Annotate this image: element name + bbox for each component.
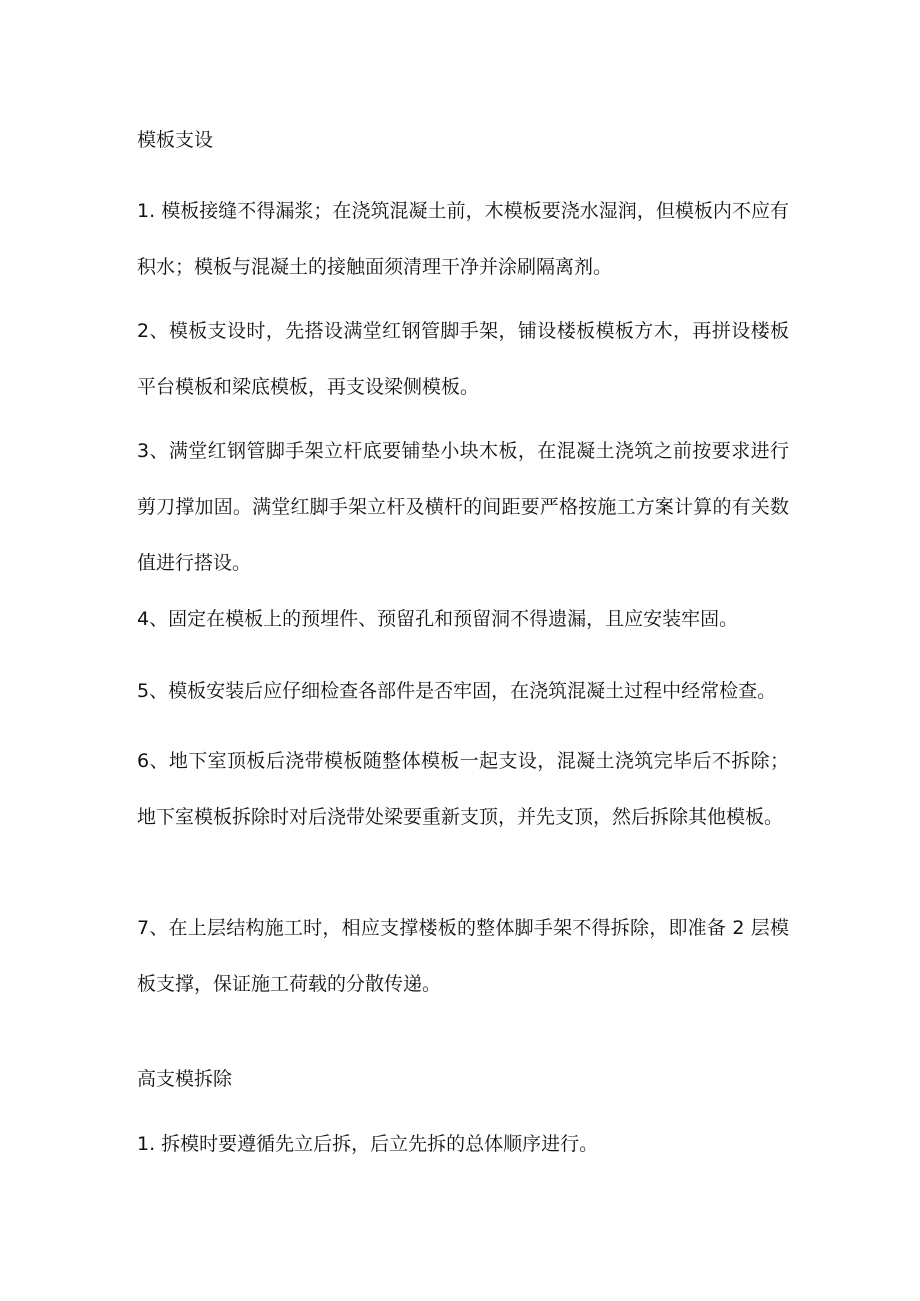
paragraph-item-3: 3、满堂红钢管脚手架立杆底要铺垫小块木板，在混凝土浇筑之前按要求进行剪刀撑加固。满堂红脚手架立杆及横杆的间距要严格按施工方案计算的有关数值进行搭设。 <box>137 440 789 574</box>
paragraph-item-7: 7、在上层结构施工时，相应支撑楼板的整体脚手架不得拆除，即准备 2 层模板支撑，保证施工荷载的分散传递。 <box>137 917 789 995</box>
paragraph-removal-item-1: 1. 拆模时要遵循先立后拆，后立先拆的总体顺序进行。 <box>137 1133 599 1155</box>
section-heading-formwork-erection: 模板支设 <box>137 129 214 151</box>
paragraph-item-2: 2、模板支设时，先搭设满堂红钢管脚手架，铺设楼板模板方木，再拼设楼板平台模板和梁底模板，再支设梁侧模板。 <box>137 320 789 398</box>
paragraph-item-6: 6、地下室顶板后浇带模板随整体模板一起支设，混凝土浇筑完毕后不拆除；地下室模板拆除时对后浇带处梁要重新支顶，并先支顶，然后拆除其他模板。 <box>137 750 789 828</box>
section-heading-high-formwork-removal: 高支模拆除 <box>137 1068 233 1090</box>
paragraph-item-1: 1. 模板接缝不得漏浆；在浇筑混凝土前，木模板要浇水湿润，但模板内不应有积水；模板与混凝土的接触面须清理干净并涂刷隔离剂。 <box>137 200 789 278</box>
paragraph-item-5: 5、模板安装后应仔细检查各部件是否牢固，在浇筑混凝土过程中经常检查。 <box>137 680 777 702</box>
paragraph-item-4: 4、固定在模板上的预埋件、预留孔和预留洞不得遗漏，且应安装牢固。 <box>137 608 739 630</box>
